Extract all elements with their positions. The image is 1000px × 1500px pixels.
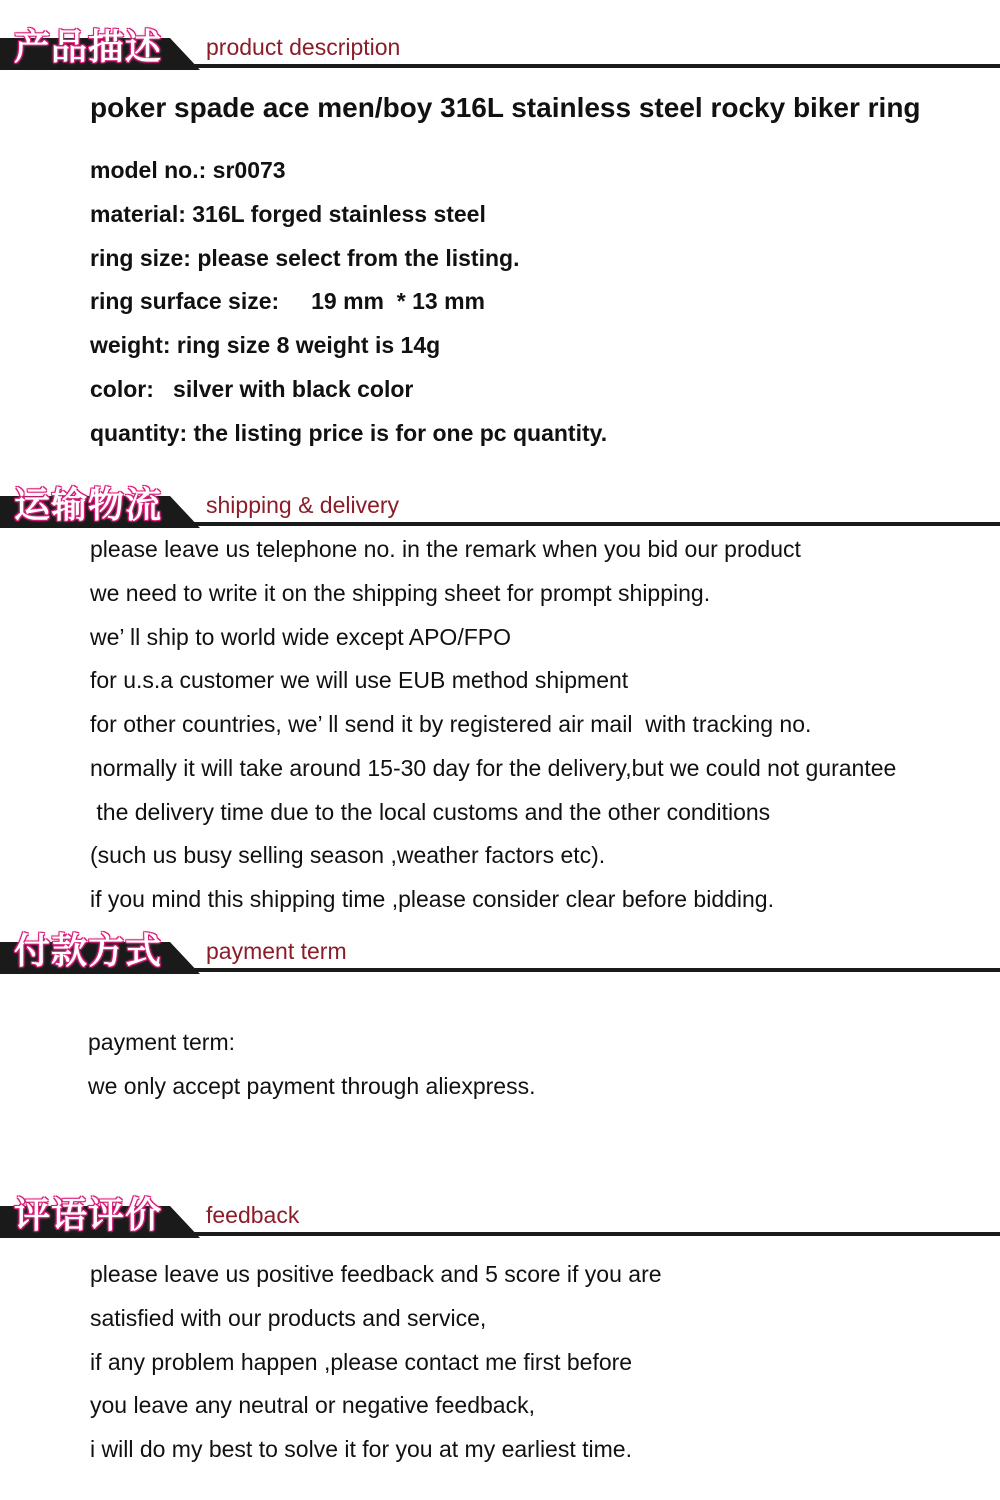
spec-quantity: quantity: the listing price is for one pc quantity. <box>90 420 608 446</box>
section-title-cn: 运输物流 <box>14 485 163 526</box>
spec-color: color: silver with black color <box>90 376 414 402</box>
shipping-line: normally it will take around 15-30 day for the delivery,but we could not gurantee <box>90 755 897 781</box>
shipping-line: the delivery time due to the local customs and the other conditions <box>90 799 771 825</box>
section-title-en: feedback <box>206 1202 300 1228</box>
spec-weight: weight: ring size 8 weight is 14g <box>90 332 441 358</box>
spec-model: model no.: sr0073 <box>90 157 286 183</box>
section-title-en: product description <box>206 34 401 60</box>
section-header-shipping <box>0 484 1000 528</box>
shipping-line: for other countries, we’ ll send it by registered air mail with tracking no. <box>90 711 812 737</box>
feedback-line: please leave us positive feedback and 5 score if you are <box>90 1261 662 1287</box>
shipping-line: (such us busy selling season ,weather factors etc). <box>90 842 606 868</box>
section-header-product <box>0 26 1000 70</box>
feedback-line: i will do my best to solve it for you at my earliest time. <box>90 1436 632 1462</box>
shipping-line: please leave us telephone no. in the remark when you bid our product <box>90 536 801 562</box>
section-title-cn: 付款方式 <box>14 931 163 972</box>
shipping-line: if you mind this shipping time ,please consider clear before bidding. <box>90 886 774 912</box>
shipping-line: for u.s.a customer we will use EUB method shipment <box>90 667 629 693</box>
section-header-feedback <box>0 1194 1000 1238</box>
shipping-line: we need to write it on the shipping sheet for prompt shipping. <box>90 580 711 606</box>
shipping-line: we’ ll ship to world wide except APO/FPO <box>90 624 511 650</box>
section-title-cn: 评语评价 <box>14 1195 163 1236</box>
feedback-line: you leave any neutral or negative feedback, <box>90 1392 535 1418</box>
section-title-en: shipping & delivery <box>206 492 400 518</box>
section-header-payment <box>0 930 1000 974</box>
spec-ring-size: ring size: please select from the listing. <box>90 245 520 271</box>
payment-line: payment term: <box>88 1029 235 1055</box>
feedback-line: if any problem happen ,please contact me first before <box>90 1349 633 1375</box>
product-title: poker spade ace men/boy 316L stainless steel rocky biker ring <box>90 92 921 123</box>
feedback-line: satisfied with our products and service, <box>90 1305 487 1331</box>
payment-line: we only accept payment through aliexpress. <box>88 1073 536 1099</box>
section-title-cn: 产品描述 <box>14 27 163 68</box>
section-title-en: payment term <box>206 938 347 964</box>
spec-material: material: 316L forged stainless steel <box>90 201 486 227</box>
spec-surface-size: ring surface size: 19 mm * 13 mm <box>90 288 485 314</box>
